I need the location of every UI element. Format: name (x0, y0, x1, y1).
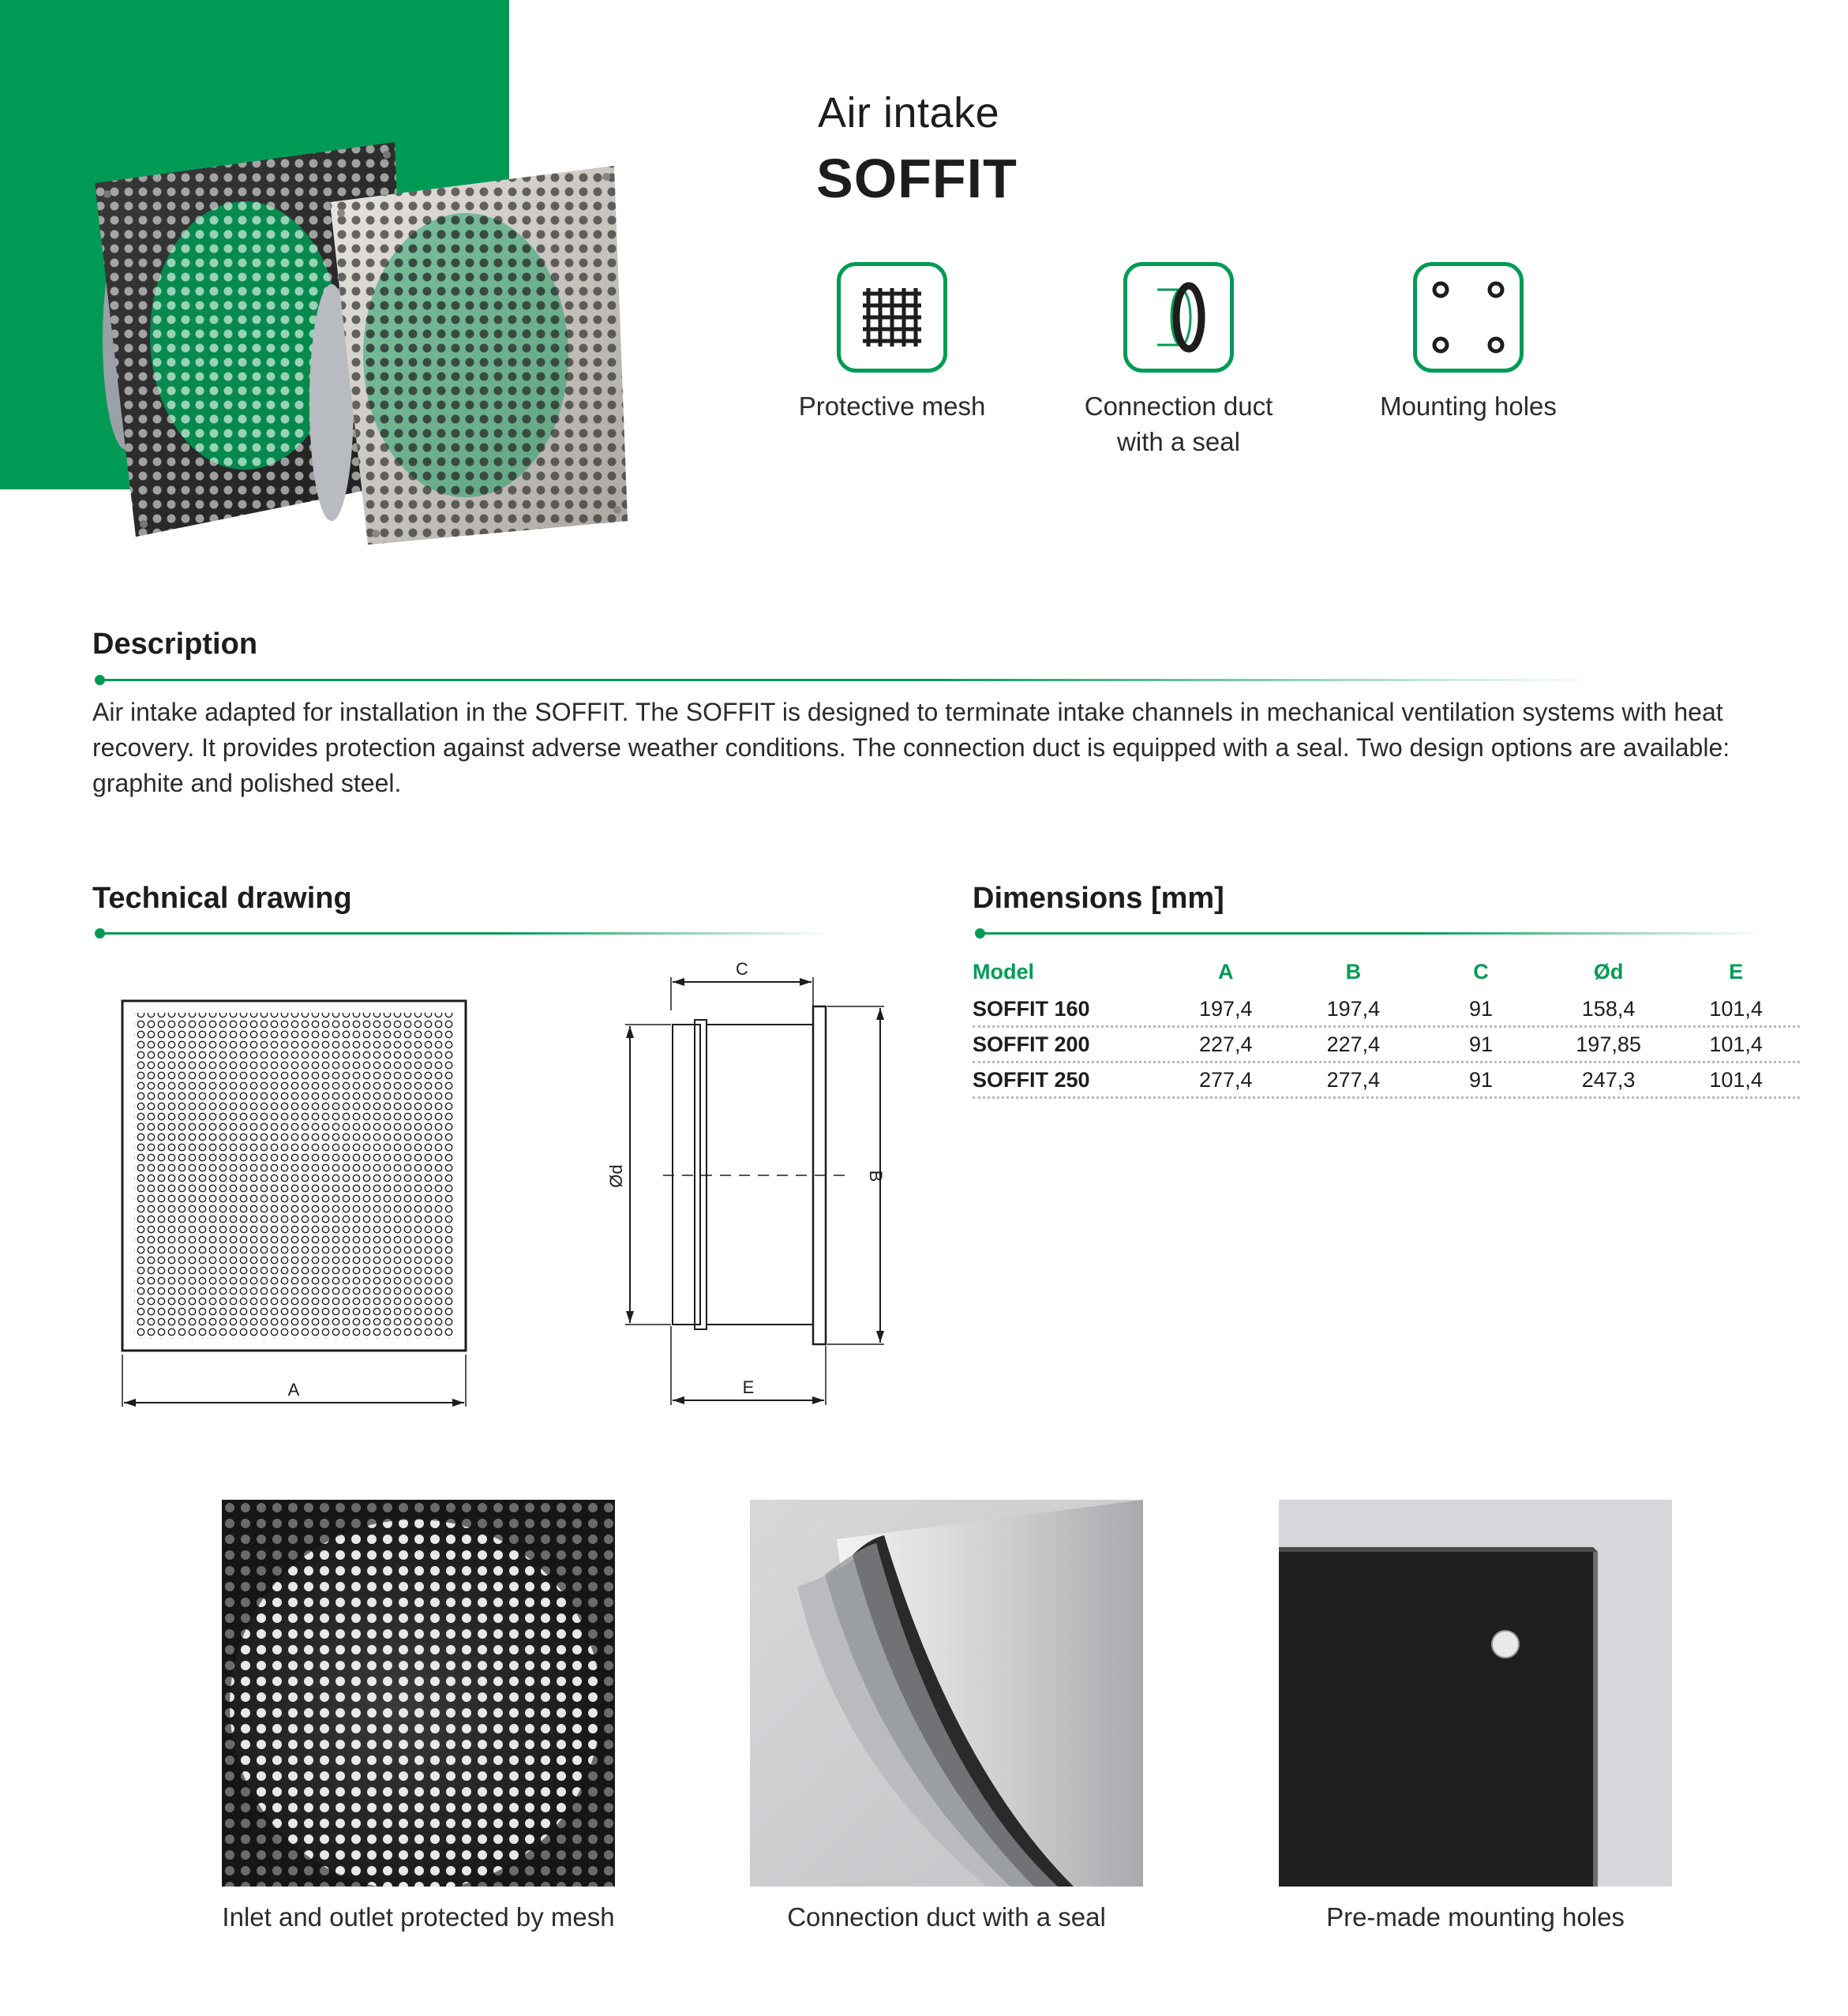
table-cell: 277,4 (1326, 1067, 1381, 1092)
description-heading: Description (92, 628, 258, 661)
product-hero-image (79, 142, 647, 568)
dim-label-d: Ød (606, 1164, 626, 1188)
section-divider (96, 932, 830, 935)
product-subtitle: Air intake (818, 89, 1000, 137)
table-cell: SOFFIT 160 (973, 996, 1090, 1021)
photo-duct-seal-detail (750, 1500, 1143, 1887)
table-row (973, 1028, 1800, 1063)
column-header: Ød (1593, 959, 1624, 984)
section-divider (976, 932, 1766, 935)
feature-label: Protective mesh (798, 392, 986, 421)
table-cell: 197,85 (1576, 1032, 1641, 1056)
table-cell: 101,4 (1709, 1067, 1763, 1092)
table-header-row (973, 951, 1800, 992)
photo-caption: Inlet and outlet protected by mesh (222, 1902, 615, 1932)
table-cell: 197,4 (1199, 996, 1253, 1021)
photo-caption: Pre-made mounting holes (1326, 1902, 1625, 1932)
table-cell: SOFFIT 250 (973, 1067, 1090, 1092)
dim-label-c: C (736, 959, 748, 979)
feature-protective-mesh (774, 262, 1010, 424)
table-cell: 227,4 (1199, 1032, 1253, 1056)
dim-label-a: A (287, 1380, 300, 1400)
table-cell: 91 (1468, 996, 1493, 1021)
dim-label-b: B (866, 1170, 886, 1182)
feature-mounting-holes (1350, 262, 1587, 424)
dimensions-heading: Dimensions [mm] (973, 882, 1224, 915)
photo-mounting-holes-detail (1279, 1500, 1672, 1887)
column-header: B (1345, 959, 1362, 984)
table-cell: 91 (1468, 1032, 1493, 1056)
table-cell: 101,4 (1709, 1032, 1763, 1056)
table-cell: 277,4 (1199, 1067, 1253, 1092)
column-header: A (1218, 959, 1234, 984)
feature-label: Connection duct with a seal (1084, 392, 1273, 456)
product-title: SOFFIT (816, 148, 1018, 209)
column-header: C (1473, 959, 1489, 984)
four-holes-icon (1413, 262, 1524, 373)
grid-mesh-icon (837, 262, 947, 373)
feature-connection-duct (1060, 262, 1297, 459)
table-cell: 91 (1468, 1067, 1493, 1092)
dim-label-e: E (742, 1377, 755, 1397)
table-row (973, 992, 1800, 1028)
photo-caption: Connection duct with a seal (787, 1902, 1106, 1932)
table-cell: 101,4 (1709, 996, 1763, 1021)
column-header: E (1729, 959, 1744, 984)
photo-mesh-detail (222, 1500, 615, 1887)
description-text: Air intake adapted for installation in the SOFFIT. The SOFFIT is designed to terminate intake channels in mechanical ventilation systems with heat recovery. It provides protection against adverse weather conditions. The connection duct is equipped with a seal. Two design options are available: graphite and polished steel. (92, 698, 1730, 797)
table-row (973, 1063, 1800, 1099)
feature-label: Mounting holes (1380, 392, 1557, 421)
technical-drawing-heading: Technical drawing (92, 882, 352, 915)
column-header: Model (973, 959, 1034, 984)
table-cell: 247,3 (1581, 1067, 1636, 1092)
table-cell: SOFFIT 200 (973, 1032, 1090, 1056)
duct-seal-icon (1123, 262, 1234, 373)
table-cell: 158,4 (1581, 996, 1636, 1021)
table-cell: 227,4 (1326, 1032, 1381, 1056)
technical-drawing (95, 947, 924, 1437)
dimensions-table (973, 951, 1800, 1099)
section-divider (96, 679, 1596, 681)
table-cell: 197,4 (1326, 996, 1381, 1021)
